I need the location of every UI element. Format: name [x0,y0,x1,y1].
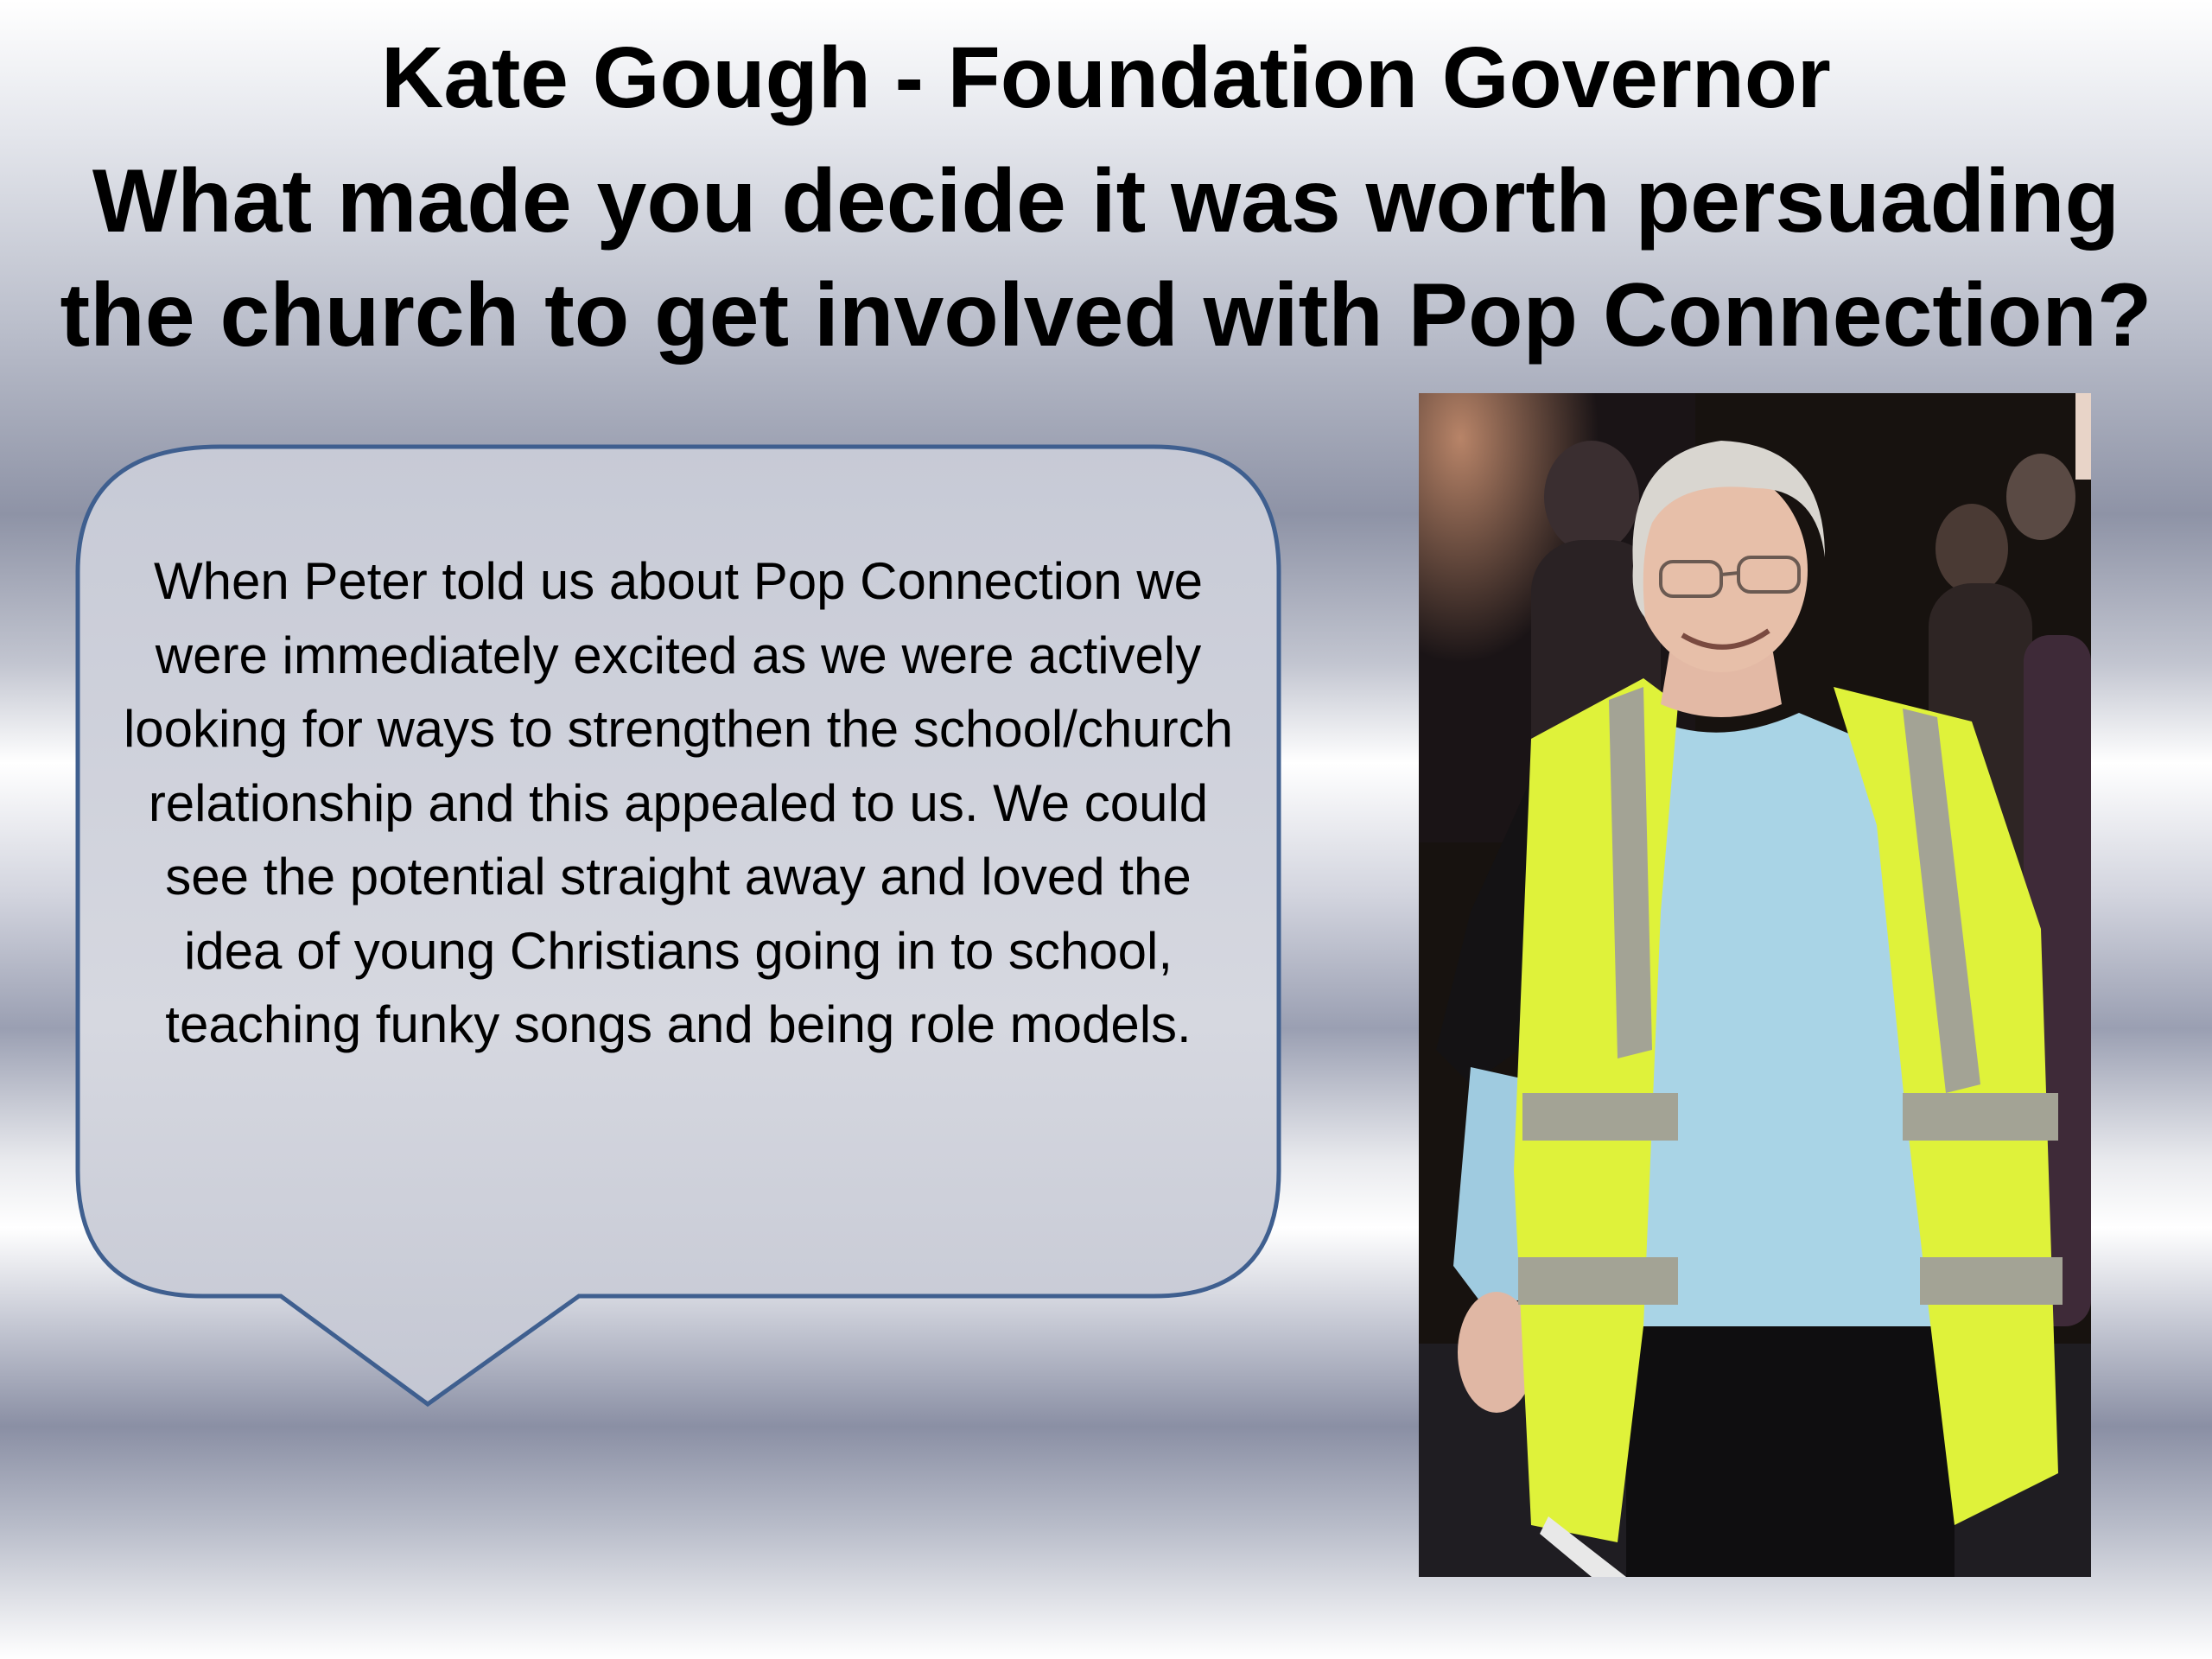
portrait-photo [1419,393,2091,1577]
question-line-1: What made you decide it was worth persuading [92,151,2120,251]
portrait-illustration [1419,393,2091,1577]
speech-bubble-text: When Peter told us about Pop Connection we were immediately excited as we were actively looking for ways to strengthen the school/church relationship and this appealed to us. We could see the potential straight away and loved the idea of young Christians going in to school, teaching funky songs and being role models. [123,552,1234,1053]
slide-title: Kate Gough - Foundation Governor [381,29,1831,126]
question-line-2: the church to get involved with Pop Connection? [60,265,2152,365]
